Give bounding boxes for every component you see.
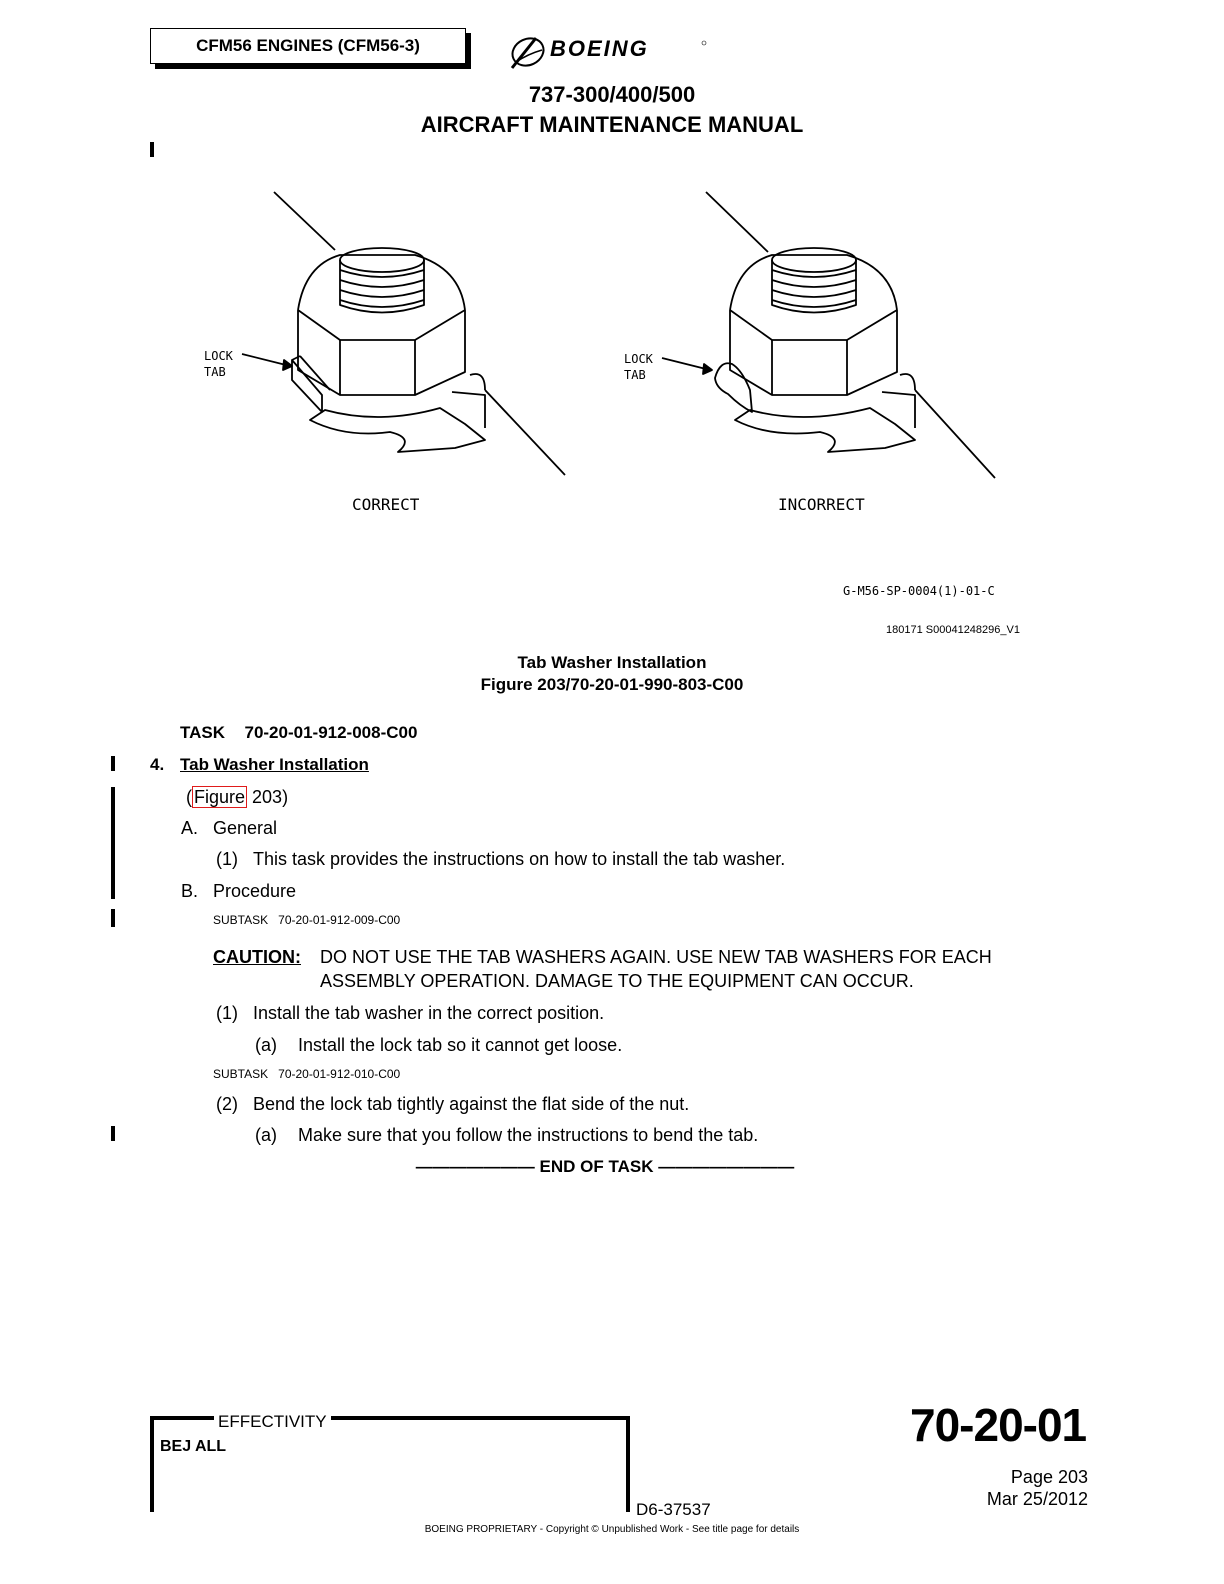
proc-1-text: Install the tab washer in the correct position. (253, 1003, 605, 1023)
boeing-wordmark: BOEING (550, 36, 649, 61)
engine-label-box (150, 28, 466, 64)
proc-1a-text: Install the lock tab so it cannot get loose. (298, 1035, 623, 1055)
general-1-text: This task provides the instructions on how to install the tab washer. (253, 849, 786, 869)
change-bar (111, 756, 115, 771)
image-code: 180171 S00041248296_V1 (886, 624, 1020, 636)
task-header (180, 723, 417, 743)
task-number: 70-20-01-912-008-C00 (244, 723, 418, 742)
figure-caption-number: Figure 203/70-20-01-990-803-C00 (480, 675, 744, 694)
task-label: TASK (180, 723, 226, 742)
step-title: Tab Washer Installation (180, 755, 369, 774)
end-of-task: ——————— END OF TASK ———————— (415, 1157, 795, 1176)
boeing-logo (506, 32, 718, 74)
step-number: 4. (150, 755, 165, 774)
effectivity-label: EFFECTIVITY (214, 1412, 331, 1432)
proc-1-number: (1) (216, 1003, 238, 1023)
subtask-2 (213, 1067, 400, 1081)
subtask-label: SUBTASK (213, 1067, 269, 1081)
caution-line-2: ASSEMBLY OPERATION. DAMAGE TO THE EQUIPMENT CAN OCCUR. (320, 971, 914, 991)
change-bar (111, 909, 115, 927)
general-title: General (213, 818, 278, 838)
effectivity-value: BEJ ALL (160, 1438, 227, 1455)
general-1-number: (1) (216, 849, 238, 869)
subtask-label: SUBTASK (213, 913, 269, 927)
procedure-title: Procedure (213, 881, 297, 901)
proc-1a-number: (a) (255, 1035, 277, 1055)
document-number: D6-37537 (636, 1500, 711, 1519)
lock-tab-label-left: LOCK (204, 349, 233, 363)
caution-label: CAUTION: (213, 947, 301, 967)
tab-washer-illustration (180, 180, 1060, 540)
change-bar (150, 142, 154, 157)
subtask-number: 70-20-01-912-009-C00 (278, 913, 401, 927)
figure-link[interactable]: Figure (194, 787, 246, 807)
figure-ref-open: ( (186, 787, 192, 807)
proc-2a-text: Make sure that you follow the instructions to bend the tab. (298, 1125, 759, 1145)
chapter-number: 70-20-01 (910, 1399, 1087, 1451)
page-number: Page 203 (1010, 1467, 1088, 1487)
page-info (987, 1466, 1088, 1510)
figure-reference (186, 787, 288, 808)
proc-2-number: (2) (216, 1094, 238, 1114)
proprietary-notice: BOEING PROPRIETARY - Copyright © Unpublished Work - See title page for details (424, 1524, 800, 1535)
proc-2a-number: (a) (255, 1125, 277, 1145)
change-bar (111, 1126, 115, 1141)
lock-tab-label-right: LOCK (624, 352, 653, 366)
general-letter: A. (181, 818, 199, 838)
caution-line-1: DO NOT USE THE TAB WASHERS AGAIN. USE NEW TAB WASHERS FOR EACH (320, 947, 992, 967)
correct-nut-drawing (274, 192, 565, 475)
change-bar (111, 787, 115, 899)
engine-label: CFM56 ENGINES (CFM56-3) (196, 36, 420, 55)
figure-ref-rest: 203) (247, 787, 289, 807)
proc-2-text: Bend the lock tab tightly against the flat side of the nut. (253, 1094, 690, 1114)
page-date: Mar 25/2012 (986, 1489, 1088, 1509)
subtask-number: 70-20-01-912-010-C00 (278, 1067, 401, 1081)
incorrect-nut-drawing (706, 192, 995, 478)
figure-caption-title: Tab Washer Installation (517, 653, 707, 672)
procedure-letter: B. (181, 881, 199, 901)
incorrect-label: INCORRECT (778, 495, 865, 514)
correct-label: CORRECT (352, 495, 420, 514)
lock-tab-label-right-2: TAB (624, 368, 646, 382)
subtask-1 (213, 913, 400, 927)
aircraft-model: 737-300/400/500 (528, 82, 696, 107)
manual-title: AIRCRAFT MAINTENANCE MANUAL (420, 112, 804, 137)
figure-id: G-M56-SP-0004(1)-01-C (843, 584, 995, 598)
lock-tab-label-left-2: TAB (204, 365, 226, 379)
